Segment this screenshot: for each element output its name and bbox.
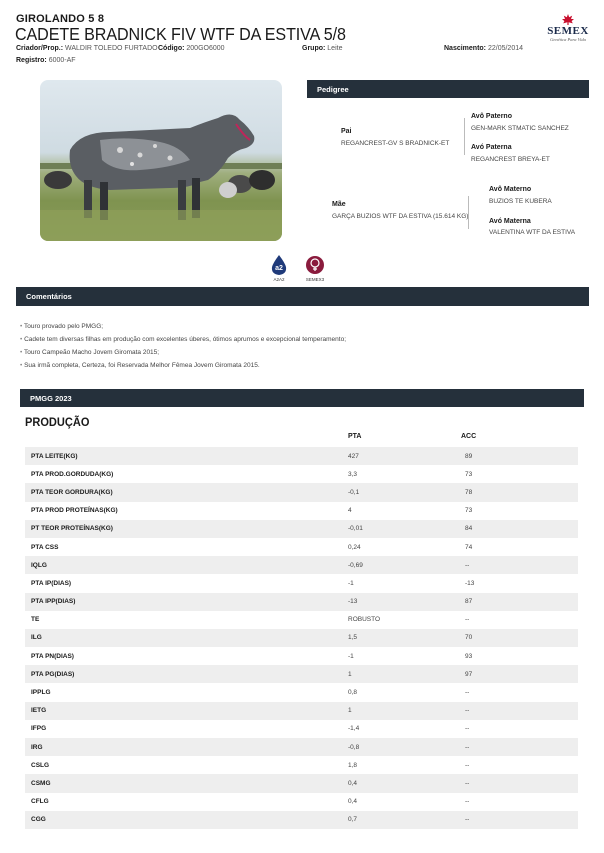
trait-cell: PTA PROD PROTEÍNAS(KG) <box>31 507 118 515</box>
trait-cell: PTA IPP(DIAS) <box>31 598 76 606</box>
acc-cell: 73 <box>465 470 473 478</box>
table-row <box>25 647 578 665</box>
pedigree-title: Pedigree <box>317 84 349 94</box>
table-row <box>25 756 578 774</box>
table-row <box>25 665 578 683</box>
table-row <box>25 483 578 501</box>
pta-cell: 1,8 <box>348 761 358 769</box>
pedigree-divider-paternal <box>464 118 465 155</box>
table-row <box>25 793 578 811</box>
trait-cell: PTA PROD.GORDUDA(KG) <box>31 470 114 478</box>
pta-cell: 1 <box>348 707 352 715</box>
avo-materna-value: VALENTINA WTF DA ESTIVA <box>489 229 576 236</box>
pta-cell: -0,8 <box>348 743 360 751</box>
criador-field <box>16 45 158 52</box>
trait-cell: IQLG <box>31 561 47 569</box>
table-row <box>25 738 578 756</box>
genetics-seal-icon <box>305 254 325 276</box>
trait-cell: IRG <box>31 743 43 751</box>
grupo-field <box>302 45 342 52</box>
pedigree-header <box>307 80 589 98</box>
acc-cell: -- <box>465 707 470 715</box>
pta-cell: 0,8 <box>348 689 358 697</box>
trait-cell: CSLG <box>31 761 50 769</box>
trait-cell: PT TEOR PROTEÍNAS(KG) <box>31 525 113 533</box>
acc-cell: 97 <box>465 670 473 678</box>
semexx-label: SEMEX3 <box>305 277 325 282</box>
comment-item: • Touro Campeão Macho Jovem Giromata 2015; <box>20 346 346 359</box>
pta-cell: 1 <box>348 670 352 678</box>
table-row <box>25 520 578 538</box>
pta-cell: -1 <box>348 579 354 587</box>
codigo-value: 200GO6000 <box>186 45 225 52</box>
table-row <box>25 720 578 738</box>
acc-cell: 84 <box>465 525 473 533</box>
maple-leaf-icon <box>562 14 574 25</box>
comment-item: • Cadete tem diversas filhas em produção com excelentes úberes, ótimos aprumos e excepcional temperamento; <box>20 333 346 346</box>
acc-cell: -- <box>465 689 470 697</box>
table-row <box>25 611 578 629</box>
pta-cell: -0,69 <box>348 561 363 569</box>
trait-cell: CSMG <box>31 779 51 787</box>
trait-cell: PTA LEITE(KG) <box>31 452 78 460</box>
table-row <box>25 593 578 611</box>
acc-cell: 87 <box>465 598 473 606</box>
acc-cell: -- <box>465 761 470 769</box>
semexx-badge <box>303 254 327 282</box>
pta-cell: 0,7 <box>348 816 358 824</box>
trait-cell: TE <box>31 616 40 624</box>
grupo-value: Leite <box>327 45 343 52</box>
acc-cell: -- <box>465 561 470 569</box>
avo-materno-label: Avô Materno <box>489 186 532 193</box>
avo-paterno-value: GEN-MARK STMATIC SANCHEZ <box>471 125 569 132</box>
pmgg-header <box>20 389 584 407</box>
pta-cell: -1,4 <box>348 725 360 733</box>
table-row <box>25 465 578 483</box>
table-row <box>25 447 578 465</box>
registro-value: 6000-AF <box>48 57 76 64</box>
acc-cell: 93 <box>465 652 473 660</box>
a2-label: A2A2 <box>273 277 285 282</box>
criador-label: Criador/Prop.: <box>16 45 64 52</box>
grupo-label: Grupo: <box>302 45 326 52</box>
registro-field <box>16 57 76 64</box>
bull-photo <box>40 80 282 241</box>
a2-badge <box>269 254 289 282</box>
pta-cell: 427 <box>348 452 359 460</box>
breed-label: GIROLANDO 5 8 <box>16 13 105 25</box>
acc-cell: -- <box>465 816 470 824</box>
pta-cell: 0,24 <box>348 543 361 551</box>
trait-cell: CGG <box>31 816 46 824</box>
pmgg-title: PMGG 2023 <box>30 393 72 403</box>
a2-symbol: a2 <box>275 265 283 272</box>
trait-cell: PTA TEOR GORDURA(KG) <box>31 488 113 496</box>
pta-cell: -0,1 <box>348 488 360 496</box>
table-row <box>25 629 578 647</box>
nascimento-value: 22/05/2014 <box>487 45 524 52</box>
acc-cell: 74 <box>465 543 473 551</box>
acc-cell: 89 <box>465 452 473 460</box>
pta-cell: -0,01 <box>348 525 363 533</box>
table-row <box>25 502 578 520</box>
criador-value: WALDIR TOLEDO FURTADO <box>65 45 158 52</box>
pai-value: REGANCREST-GV S BRADNICK-ET <box>341 140 450 147</box>
pta-cell: -1 <box>348 652 354 660</box>
acc-cell: -- <box>465 725 470 733</box>
logo-wordmark: SEMEX <box>547 25 589 37</box>
avo-materna-label: Avó Materna <box>489 218 531 225</box>
nascimento-label: Nascimento: <box>444 45 487 52</box>
acc-cell: 70 <box>465 634 473 642</box>
comment-item: • Sua irmã completa, Certeza, foi Reservada Melhor Fêmea Jovem Giromata 2015. <box>20 359 346 372</box>
avo-paterna-value: REGANCREST BREYA-ET <box>471 156 550 163</box>
trait-cell: CFLG <box>31 798 49 806</box>
trait-cell: PTA CSS <box>31 543 59 551</box>
acc-cell: -- <box>465 743 470 751</box>
trait-cell: PTA PN(DIAS) <box>31 652 74 660</box>
acc-cell: 78 <box>465 488 473 496</box>
pta-cell: 0,4 <box>348 798 358 806</box>
table-row <box>25 556 578 574</box>
registro-label: Registro: <box>16 57 47 64</box>
table-row <box>25 538 578 556</box>
section-title-producao: PRODUÇÃO <box>25 415 90 429</box>
semex-logo <box>543 14 593 42</box>
logo-tagline: Genética Para Vida <box>550 37 586 42</box>
trait-cell: IETG <box>31 707 47 715</box>
pta-cell: 4 <box>348 507 352 515</box>
pta-cell: 3,3 <box>348 470 358 478</box>
mae-label: Mãe <box>332 201 346 208</box>
pedigree-divider-maternal <box>468 196 469 229</box>
table-row <box>25 574 578 592</box>
trait-cell: IFPG <box>31 725 47 733</box>
comments-header <box>16 287 589 306</box>
bull-illustration <box>40 80 282 241</box>
pta-cell: 0,4 <box>348 779 358 787</box>
codigo-field <box>158 45 225 52</box>
mae-value: GARÇA BUZIOS WTF DA ESTIVA (15.614 KG) <box>332 213 469 220</box>
nascimento-field <box>444 45 523 52</box>
avo-paterno-label: Avô Paterno <box>471 113 512 120</box>
acc-cell: -- <box>465 798 470 806</box>
table-row <box>25 811 578 829</box>
trait-table <box>25 447 578 829</box>
table-row <box>25 702 578 720</box>
comment-item: • Touro provado pelo PMGG; <box>20 320 346 333</box>
droplet-icon <box>270 254 288 276</box>
avo-paterna-label: Avó Paterna <box>471 144 512 151</box>
column-header-acc: ACC <box>461 433 477 440</box>
pta-cell: -13 <box>348 598 358 606</box>
table-row <box>25 774 578 792</box>
acc-cell: -13 <box>465 579 475 587</box>
pta-cell: 1,5 <box>348 634 358 642</box>
column-header-pta: PTA <box>348 433 362 440</box>
avo-materno-value: BUZIOS TE KUBERA <box>489 198 552 205</box>
bull-name: CADETE BRADNICK FIV WTF DA ESTIVA 5/8 <box>15 24 346 44</box>
trait-cell: ILG <box>31 634 42 642</box>
pai-label: Pai <box>341 128 352 135</box>
trait-cell: PTA IP(DIAS) <box>31 579 72 587</box>
acc-cell: 73 <box>465 507 473 515</box>
acc-cell: -- <box>465 616 470 624</box>
acc-cell: -- <box>465 779 470 787</box>
table-row <box>25 683 578 701</box>
codigo-label: Código: <box>158 45 185 52</box>
comments-title: Comentários <box>26 292 72 301</box>
trait-cell: PTA PG(DIAS) <box>31 670 75 678</box>
comments-list <box>20 320 346 372</box>
pta-cell: ROBUSTO <box>348 616 381 624</box>
trait-cell: IPPLG <box>31 689 51 697</box>
